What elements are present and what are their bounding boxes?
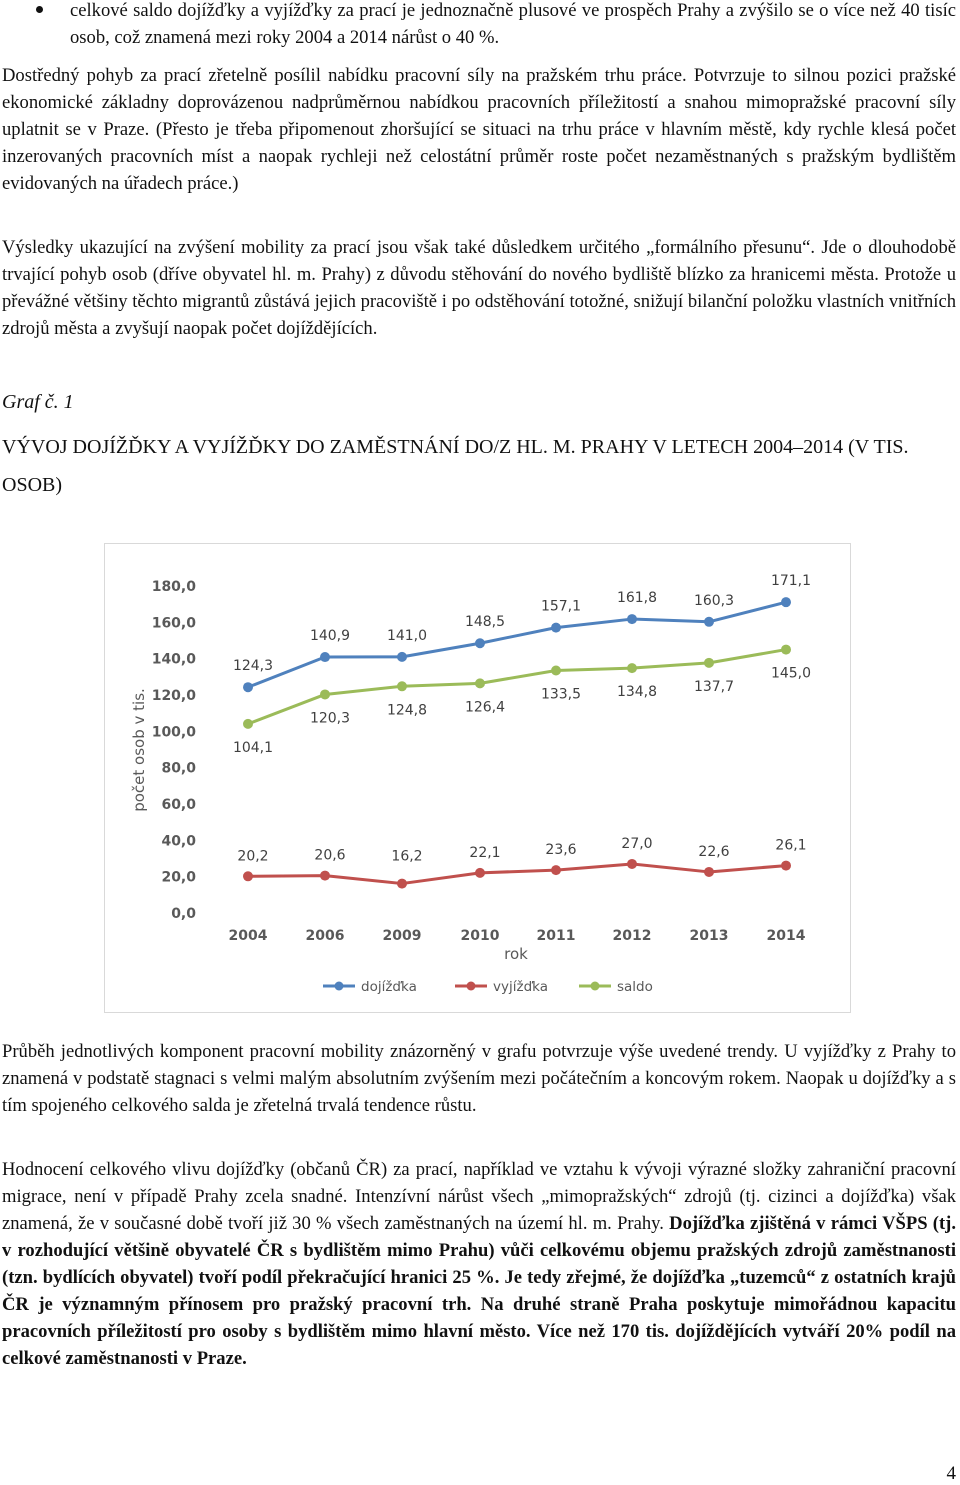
- paragraph-commuting-evaluation: [2, 1156, 956, 1372]
- data-label-vyjížďka: 20,2: [237, 848, 269, 865]
- data-label-dojížďka: 141,0: [386, 627, 428, 644]
- y-tick-label: 100,0: [151, 724, 196, 741]
- chart-svg: [105, 544, 850, 1012]
- data-label-saldo: 145,0: [770, 665, 812, 682]
- x-tick-label: 2010: [460, 928, 500, 944]
- y-tick-label: 40,0: [161, 833, 196, 850]
- legend-label-vyjížďka: vyjížďka: [493, 979, 548, 995]
- data-point-dojížďka: [397, 652, 407, 662]
- page-number: 4: [946, 1463, 956, 1484]
- data-label-dojížďka: 171,1: [770, 573, 812, 590]
- legend-label-saldo: saldo: [617, 979, 653, 995]
- data-point-dojížďka: [551, 623, 561, 633]
- series-line-dojížďka: [248, 602, 786, 687]
- x-tick-label: 2014: [766, 928, 806, 944]
- paragraph-formal-shift: Výsledky ukazující na zvýšení mobility za prací jsou však také důsledkem určitého „formálního přesunu“. Jde o dlouhodobě trvající pohyb osob (dříve obyvatel hl. m. Prahy) z důvodu stěhování do nového bydliště blízko za hranicemi města. Protože u převážné většiny těchto migrantů zůstává jejich pracoviště i po odstěhování totožné, snižují bilanční položku vlastních vnitřních zdrojů města a zvyšují naopak počet dojíždějících.: [2, 237, 956, 339]
- data-label-saldo: 134,8: [616, 684, 658, 701]
- paragraph-bold-text: Dojížďka zjištěná v rámci VŠPS (tj. v rozhodující většině obyvatelé ČR s bydlištěm mimo Prahu) vůči celkovému objemu pražských zdrojů zaměstnanosti (tzn. bydlících obyvatel) tvoří podíl překračující hranici 25 %. Je tedy zřejmé, že dojížďka „tuzemců“ z ostatních krajů ČR je významným přínosem pro pražský pracovní trh. Na druhé straně Praha poskytuje mimořádnou kapacitu pracovních příležitostí pro osoby s bydlištěm mimo hlavní město. Více než 170 tis. dojíždějících vytváří 20% podíl na celkové zaměstnanosti v Praze.: [2, 1213, 957, 1369]
- data-point-vyjížďka: [243, 871, 253, 881]
- data-label-saldo: 124,8: [386, 702, 428, 719]
- data-point-vyjížďka: [704, 867, 714, 877]
- data-label-vyjížďka: 20,6: [314, 847, 346, 864]
- data-label-vyjížďka: 26,1: [775, 837, 807, 854]
- y-tick-label: 0,0: [171, 906, 196, 922]
- y-tick-label: 180,0: [151, 579, 196, 595]
- data-label-vyjížďka: 23,6: [545, 842, 577, 859]
- data-label-saldo: 133,5: [540, 686, 582, 703]
- data-label-dojížďka: 160,3: [693, 592, 735, 609]
- data-point-dojížďka: [704, 617, 714, 627]
- data-point-saldo: [475, 678, 485, 688]
- data-point-vyjížďka: [781, 861, 791, 871]
- x-tick-label: 2011: [536, 928, 576, 944]
- paragraph-labour-supply: Dostředný pohyb za prací zřetelně posílil nabídku pracovní síly na pražském trhu práce. Potvrzuje to silnou pozici pražské ekonomické základny doprovázenou nadprůměrnou nabídkou pracovních příležitostí a snahou mimopražské pracovní síly uplatnit se v Praze. (Přesto je třeba připomenout zhoršující se situaci na trhu práce v hlavním městě, kdy rychle klesá počet inzerovaných pracovních míst a naopak rychleji než celostátní průměr roste počet nezaměstnaných s pražským bydlištěm evidovaných na úřadech práce.): [2, 65, 956, 194]
- data-point-dojížďka: [475, 638, 485, 648]
- y-tick-label: 120,0: [151, 688, 196, 704]
- legend-label-dojížďka: dojížďka: [361, 979, 417, 995]
- data-point-dojížďka: [781, 597, 791, 607]
- x-tick-label: 2004: [228, 928, 268, 944]
- data-point-saldo: [704, 658, 714, 668]
- data-point-vyjížďka: [475, 868, 485, 878]
- data-point-dojížďka: [320, 652, 330, 662]
- paragraph-chart-comment: Průběh jednotlivých komponent pracovní mobility znázorněný v grafu potvrzuje výše uvedené trendy. U vyjížďky z Prahy to znamená v podstatě stagnaci s velmi malým absolutním zvýšením mezi počátečním a koncovým rokem. Naopak u dojížďky a s tím spojeného celkového salda je zřetelná trvalá tendence růstu.: [2, 1041, 956, 1116]
- data-point-saldo: [627, 663, 637, 673]
- data-label-dojížďka: 161,8: [616, 590, 658, 607]
- legend-marker-vyjížďka: [467, 982, 476, 991]
- data-point-dojížďka: [627, 614, 637, 624]
- commuting-chart: [104, 543, 851, 1013]
- data-point-saldo: [320, 689, 330, 699]
- bullet-icon: [36, 6, 43, 13]
- data-point-vyjížďka: [627, 859, 637, 869]
- y-tick-label: 140,0: [151, 651, 196, 668]
- y-tick-label: 160,0: [151, 615, 196, 632]
- data-point-saldo: [397, 681, 407, 691]
- data-point-vyjížďka: [320, 871, 330, 881]
- data-point-saldo: [781, 645, 791, 655]
- paragraph-normal-text: Hodnocení celkového vlivu dojížďky (občanů ČR) za prací, například ve vztahu k vývoji výrazné složky zahraniční pracovní migrace, není v případě Prahy zcela snadné. Intenzívní nárůst všech „mimopražských“ zdrojů (tj. cizinci a dojížďka) však znamená, že v současné době tvoří již 30 % všech zaměstnaných na území hl. m. Prahy.: [2, 1159, 956, 1234]
- data-point-saldo: [243, 719, 253, 729]
- legend-marker-saldo: [591, 982, 600, 991]
- data-label-dojížďka: 148,5: [464, 614, 506, 631]
- x-tick-label: 2012: [612, 928, 652, 944]
- bullet-text: celkové saldo dojížďky a vyjížďky za prací je jednoznačně plusové ve prospěch Prahy a zvýšilo se o více než 40 tisíc osob, což znamená mezi roky 2004 a 2014 nárůst o 40 %.: [70, 0, 956, 48]
- data-point-saldo: [551, 665, 561, 675]
- legend-marker-dojížďka: [335, 982, 344, 991]
- x-tick-label: 2009: [382, 928, 422, 944]
- x-axis-title: rok: [504, 945, 528, 963]
- data-label-vyjížďka: 16,2: [391, 848, 423, 865]
- y-tick-label: 60,0: [161, 797, 196, 813]
- x-tick-label: 2013: [689, 928, 729, 944]
- data-label-vyjížďka: 22,6: [698, 843, 730, 860]
- x-tick-label: 2006: [305, 928, 345, 944]
- y-tick-label: 20,0: [161, 869, 196, 886]
- data-label-vyjížďka: 22,1: [469, 844, 501, 861]
- data-label-dojížďka: 140,9: [309, 628, 351, 645]
- y-axis-title: počet osob v tis.: [130, 688, 148, 812]
- data-point-vyjížďka: [551, 865, 561, 875]
- data-label-dojížďka: 157,1: [540, 598, 582, 615]
- figure-title: VÝVOJ DOJÍŽĎKY A VYJÍŽĎKY DO ZAMĚSTNÁNÍ DO/Z HL. M. PRAHY V LETECH 2004–2014 (V TIS. OSOB): [2, 436, 909, 496]
- data-label-dojížďka: 124,3: [232, 658, 274, 675]
- data-label-saldo: 104,1: [232, 739, 274, 756]
- data-point-dojížďka: [243, 682, 253, 692]
- data-label-saldo: 126,4: [464, 699, 506, 716]
- data-label-saldo: 120,3: [309, 710, 351, 727]
- data-label-saldo: 137,7: [693, 678, 735, 695]
- y-tick-label: 80,0: [161, 760, 196, 777]
- data-point-vyjížďka: [397, 879, 407, 889]
- data-label-vyjížďka: 27,0: [621, 835, 653, 852]
- figure-label: Graf č. 1: [2, 391, 74, 413]
